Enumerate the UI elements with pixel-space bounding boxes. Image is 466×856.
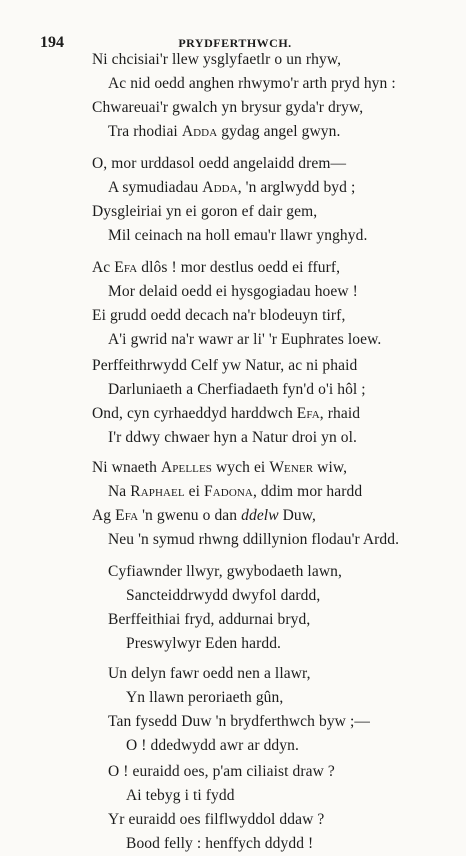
verse-text: Cyfiawnder llwyr, gwybodaeth lawn, xyxy=(108,563,342,580)
verse-line xyxy=(108,762,335,782)
verse-text: , 'n arglwydd byd ; xyxy=(237,179,356,196)
verse-text: Mil ceinach na holl emau'r llawr ynghyd. xyxy=(108,227,368,244)
verse-text: Yn llawn peroriaeth gûn, xyxy=(126,689,284,706)
verse-text: wych ei xyxy=(212,459,270,476)
verse-text: Chwareuai'r gwalch yn brysur gyda'r dryw, xyxy=(92,99,364,116)
verse-line xyxy=(108,712,370,732)
verse-line xyxy=(92,458,347,478)
verse-text: Tra rhodiai xyxy=(108,123,182,140)
verse-text: Perffeithrwydd Celf yw Natur, ac ni phaid xyxy=(92,357,358,374)
verse-line xyxy=(108,530,399,550)
verse-text: Ag xyxy=(92,507,116,524)
verse-line xyxy=(108,380,366,400)
verse-line xyxy=(92,154,346,174)
proper-name: Fadona xyxy=(204,483,253,500)
verse-line xyxy=(92,306,345,326)
verse-line xyxy=(92,356,357,376)
verse-line xyxy=(92,404,360,424)
verse-text: Duw, xyxy=(278,507,317,524)
verse-text: dlôs ! mor destlus oedd ei ffurf, xyxy=(137,259,341,276)
verse-line xyxy=(108,428,357,448)
verse-text: A'i gwrid na'r wawr ar li' 'r Euphrates loew. xyxy=(108,331,382,348)
proper-name: Efa xyxy=(296,405,320,422)
verse-text: Bood felly : henffych ddydd ! xyxy=(126,835,314,852)
verse-line xyxy=(108,664,311,684)
verse-text: Ni wnaeth xyxy=(92,459,162,476)
verse-text: Ond, cyn cyrhaeddyd harddwch xyxy=(92,405,297,422)
verse-line xyxy=(126,736,299,756)
verse-line xyxy=(126,586,320,606)
verse-line xyxy=(92,50,341,70)
verse-text: Neu 'n symud rhwng ddillynion flodau'r Ardd. xyxy=(108,531,400,548)
verse-text: , ddim mor hardd xyxy=(252,483,363,500)
proper-name: Efa xyxy=(114,259,138,276)
verse-text: Ni chcisiai'r llew ysglyfaetlr o un rhyw, xyxy=(92,51,342,68)
verse-text: Ac nid oedd anghen rhwymo'r arth pryd hyn : xyxy=(108,75,396,92)
verse-text: Sancteiddrwydd dwyfol dardd, xyxy=(126,587,321,604)
verse-text: O ! ddedwydd awr ar ddyn. xyxy=(126,737,299,754)
verse-text: ei xyxy=(184,483,205,500)
verse-line xyxy=(108,178,355,198)
verse-text: A symudiadau xyxy=(108,179,203,196)
verse-line xyxy=(108,610,310,630)
running-head: PRYDFERTHWCH. xyxy=(178,36,292,50)
proper-name: Efa xyxy=(115,507,139,524)
verse-text: O, mor urddasol oedd angelaidd drem— xyxy=(92,155,347,172)
verse-line xyxy=(108,122,340,142)
verse-text: wiw, xyxy=(313,459,348,476)
verse-text: I'r ddwy chwaer hyn a Natur droi yn ol. xyxy=(108,429,358,446)
proper-name: Adda xyxy=(181,123,218,140)
verse-line xyxy=(108,74,396,94)
verse-text: Darluniaeth a Cherfiadaeth fyn'd o'i hôl ; xyxy=(108,381,366,398)
verse-line xyxy=(126,786,235,806)
proper-name: Adda xyxy=(202,179,238,196)
verse-line xyxy=(92,506,316,526)
verse-text: Na xyxy=(108,483,131,500)
italic-word: ddelw xyxy=(241,507,279,524)
verse-line xyxy=(126,834,313,854)
verse-line xyxy=(126,688,283,708)
verse-line xyxy=(108,226,367,246)
verse-text: Tan fysedd Duw 'n brydferthwch byw ;— xyxy=(108,713,370,730)
proper-name: Raphael xyxy=(130,483,185,500)
verse-line xyxy=(126,634,281,654)
verse-line xyxy=(92,258,340,278)
proper-name: Wener xyxy=(269,459,314,476)
verse-text: Berffeithiai fryd, addurnai bryd, xyxy=(108,611,311,628)
verse-line xyxy=(108,810,324,830)
verse-text: gydag angel gwyn. xyxy=(217,123,341,140)
verse-text: Yr euraidd oes filflwyddol ddaw ? xyxy=(108,811,325,828)
verse-text: Ai tebyg i ti fydd xyxy=(126,787,235,804)
page-number: 194 xyxy=(40,34,64,51)
verse-line xyxy=(108,482,362,502)
verse-line xyxy=(92,202,317,222)
verse-line xyxy=(108,562,342,582)
verse-text: Mor delaid oedd ei hysgogiadau hoew ! xyxy=(108,283,358,300)
verse-line xyxy=(92,98,363,118)
verse-text: Ac xyxy=(92,259,115,276)
verse-text: Un delyn fawr oedd nen a llawr, xyxy=(108,665,311,682)
verse-text: Dysgleiriai yn ei goron ef dair gem, xyxy=(92,203,318,220)
verse-text: Ei grudd oedd decach na'r blodeuyn tirf, xyxy=(92,307,346,324)
verse-text: 'n gwenu o dan xyxy=(138,507,242,524)
verse-line xyxy=(108,330,381,350)
verse-text: O ! euraidd oes, p'am ciliaist draw ? xyxy=(108,763,335,780)
verse-text: Preswylwyr Eden hardd. xyxy=(126,635,282,652)
proper-name: Apelles xyxy=(161,459,213,476)
verse-text: , rhaid xyxy=(319,405,361,422)
verse-line xyxy=(108,282,358,302)
